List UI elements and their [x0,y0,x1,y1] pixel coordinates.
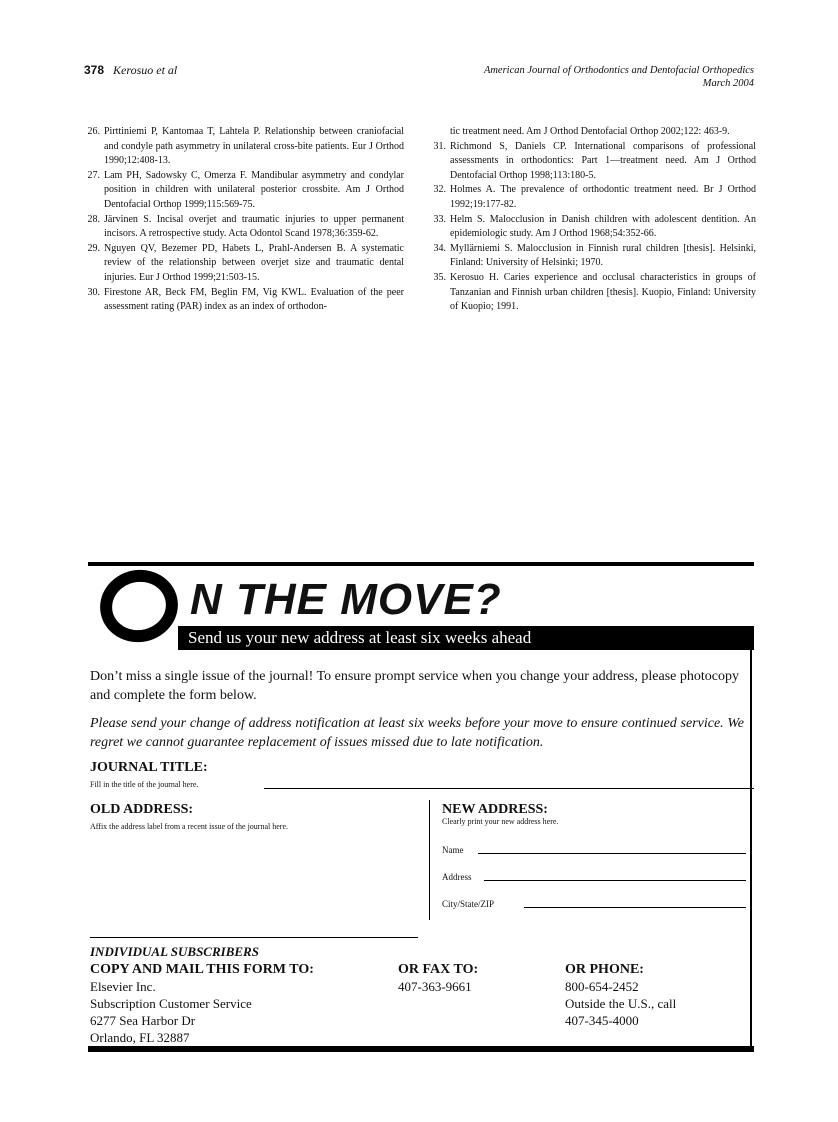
running-authors: Kerosuo et al [113,63,178,77]
journal-name: American Journal of Orthodontics and Dentofacial Orthopedics [483,65,754,76]
fax-number: 407-363-9661 [398,979,472,994]
references-left-column [84,125,404,315]
ad-intro-text: Don’t miss a single issue of the journal! To ensure prompt service when you change your address, please photocopy and complete the form below. [90,669,739,703]
new-address-hint: Clearly print your new address here. [442,817,559,826]
form-bottom-rule [88,1046,754,1052]
phone-line: 800-654-2452 [565,979,639,994]
mail-to-block [90,961,314,1046]
reference-item: 27. Lam PH, Sadowsky C, Omerza F. Mandibular asymmetry and condylar position in children with unilateral posterior crossbite. Am J Orthod Dentofacial Orthop 1999;115:569-75. [87,169,404,210]
old-address-label: OLD ADDRESS: [90,802,194,817]
form-right-border [750,626,752,1046]
reference-item: 29. Nguyen QV, Bezemer PD, Habets L, Prahl-Andersen B. A systematic review of the relationship between overjet size and traumatic dental injuries. Eur J Orthod 1999;21:503-15. [87,242,404,283]
ad-notice-text: Please send your change of address notification at least six weeks before your move to ensure continued service. We regret we cannot guarantee replacement of issues missed due to late notification. [90,716,744,750]
phone-line: Outside the U.S., call [565,996,677,1011]
ad-title: N THE MOVE? [190,575,502,624]
city-state-zip-field-line[interactable] [524,907,746,908]
reference-item: 32. Holmes A. The prevalence of orthodontic treatment need. Br J Orthod 1992;19:177-82. [433,184,756,210]
reference-item: 30. Firestone AR, Beck FM, Beglin FM, Vig KWL. Evaluation of the peer assessment rating (PAR) index as an index of orthodon- [87,286,404,313]
new-address-label: NEW ADDRESS: [442,802,548,817]
reference-continuation: tic treatment need. Am J Orthod Dentofacial Orthop 2002;122: 463-9. [450,126,730,137]
reference-item: 28. Järvinen S. Incisal overjet and traumatic injuries to upper permanent incisors. A retrospective study. Acta Odontol Scand 1978;36:359-62. [87,213,404,240]
journal-title-hint: Fill in the title of the journal here. [90,780,199,789]
fax-heading: OR FAX TO: [398,962,479,977]
reference-item: 34. Myllärniemi S. Malocclusion in Finnish rural children [thesis]. Helsinki, Finland: University of Helsinki; 1970. [433,242,756,269]
issue-date: March 2004 [702,78,754,89]
phone-heading: OR PHONE: [565,962,644,977]
reference-item: 26. Pirttiniemi P, Kantomaa T, Lahtela P. Relationship between craniofacial and condyle path asymmetry in unilateral cross-bite patients. Eur J Orthod 1990;12:408-13. [87,126,404,167]
ad-subtitle-bar: Send us your new address at least six weeks ahead [178,626,754,650]
address-field-line[interactable] [484,880,746,881]
individual-subscribers-heading: INDIVIDUAL SUBSCRIBERS [90,944,259,959]
name-field-label: Name [442,845,464,855]
running-header-left [84,63,177,78]
form-top-rule [88,562,754,566]
address-field-label: Address [442,872,472,882]
phone-line: 407-345-4000 [565,1013,639,1028]
reference-item: 33. Helm S. Malocclusion in Danish children with adolescent dentition. An epidemiologic study. Am J Orthod 1968;54:352-66. [433,213,756,240]
mail-line: Subscription Customer Service [90,996,252,1011]
reference-item: 35. Kerosuo H. Caries experience and occlusal characteristics in groups of Tanzanian and Finnish urban children [thesis]. Kuopio, Finland: University of Kuopio; 1991. [433,271,756,313]
journal-title-label: JOURNAL TITLE: [90,760,208,775]
mail-line: Elsevier Inc. [90,979,156,994]
phone-block [565,961,676,1029]
name-field-line[interactable] [478,853,746,854]
city-state-zip-field-label: City/State/ZIP [442,899,495,909]
form-separator-line [90,937,418,938]
page-number: 378 [84,63,105,77]
journal-title-field-line[interactable] [264,788,754,789]
mail-line: Orlando, FL 32887 [90,1030,190,1045]
fax-block [398,961,478,995]
running-header-right [484,64,754,90]
change-of-address-form [88,562,754,1052]
address-divider [429,800,430,920]
mail-line: 6277 Sea Harbor Dr [90,1013,196,1028]
big-o-letter-graphic [93,563,184,650]
old-address-hint: Affix the address label from a recent issue of the journal here. [90,822,288,831]
references-right-column [430,125,756,315]
reference-item: 31. Richmond S, Daniels CP. International comparisons of professional assessments in orthodontics: Part 1—treatment need. Am J Orthod Dentofacial Orthop 1998;113:180-5. [433,140,756,181]
mail-heading: COPY AND MAIL THIS FORM TO: [90,962,314,977]
